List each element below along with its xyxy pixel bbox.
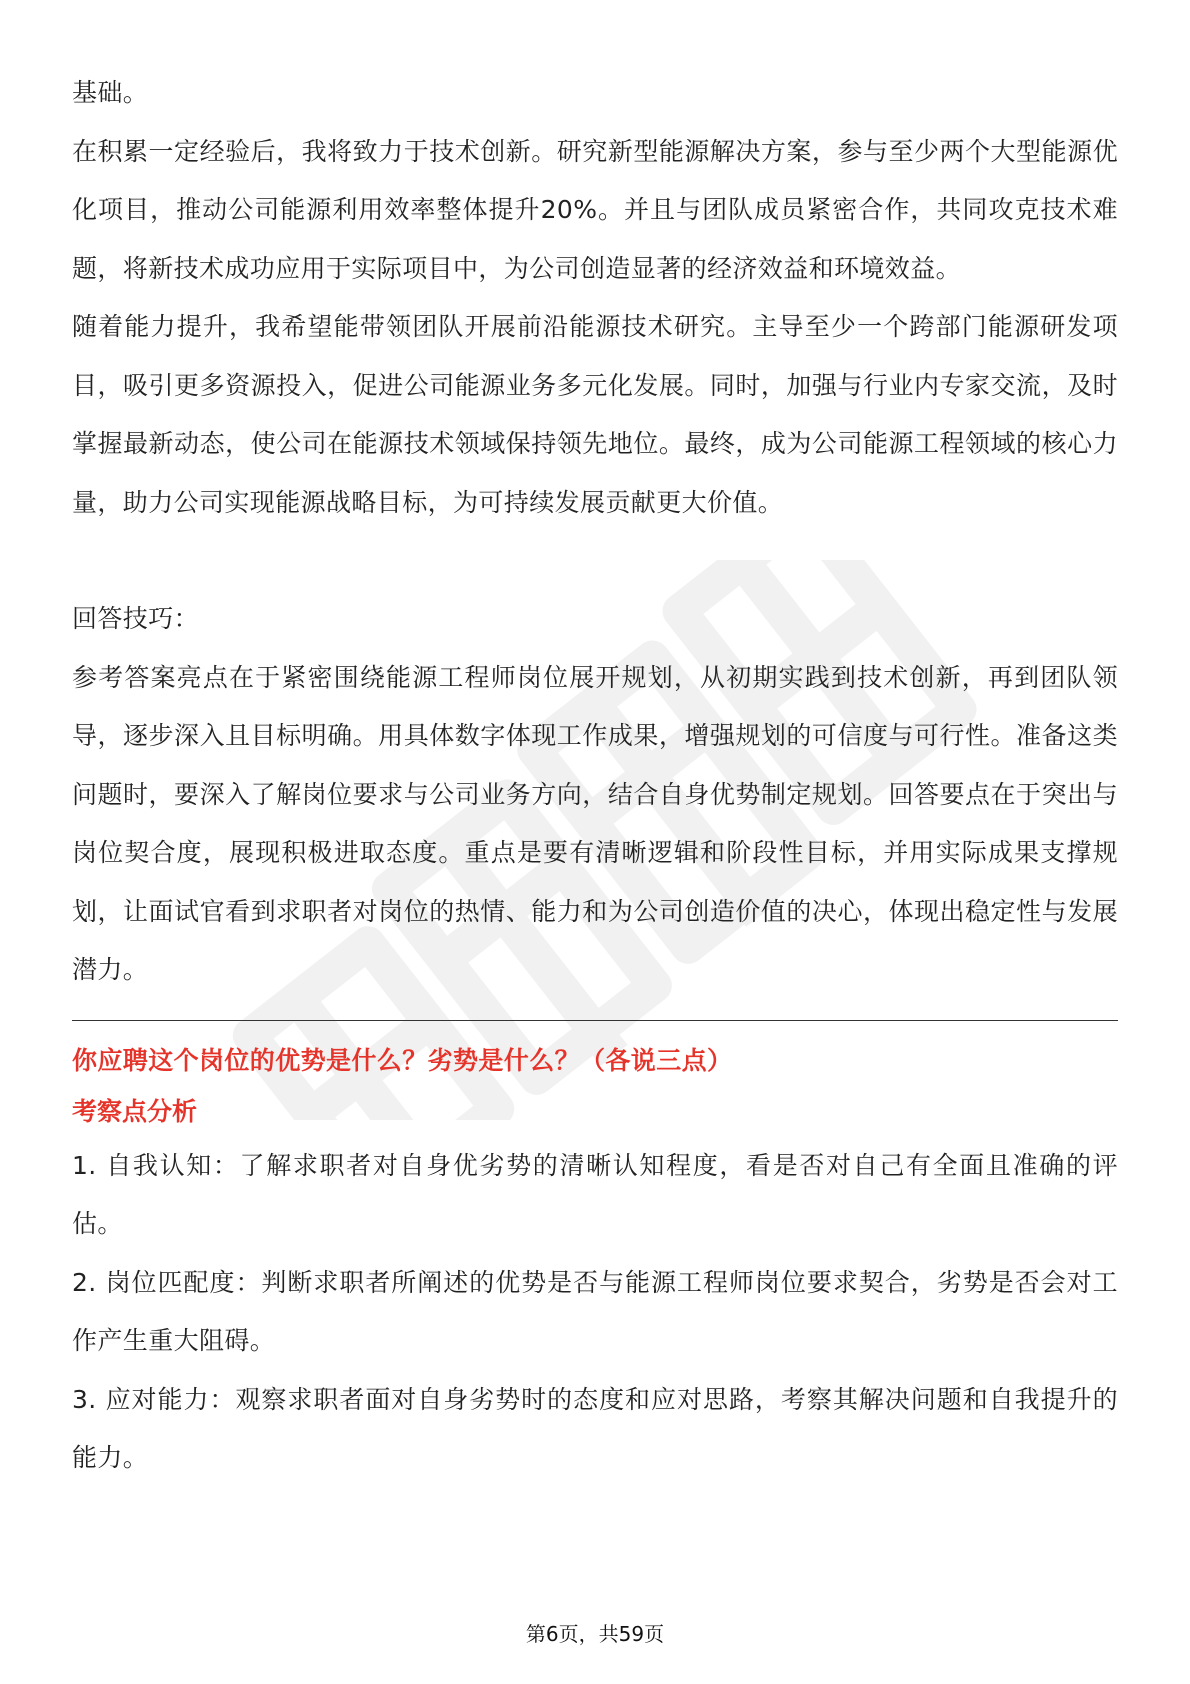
body-paragraph-1: 基础。 (72, 78, 149, 107)
analysis-heading: 考察点分析 (72, 1096, 198, 1126)
body-paragraph-3: 随着能力提升，我希望能带领团队开展前沿能源技术研究。主导至少一个跨部门能源研发项目，吸引更多资源投入，促进公司能源业务多元化发展。同时，加强与行业内专家交流，及时掌握最新动态，使公司在能源技术领域保持领先地位。最终，成为公司能源工程领域的核心力量，助力公司实现能源战略目标，为可持续发展贡献更大价值。 (72, 312, 1118, 517)
analysis-point-3: 3. 应对能力：观察求职者面对自身劣势时的态度和应对思路，考察其解决问题和自我提升的能力。 (72, 1384, 1118, 1472)
body-paragraph-2: 在积累一定经验后，我将致力于技术创新。研究新型能源解决方案，参与至少两个大型能源优化项目，推动公司能源利用效率整体提升20%。并且与团队成员紧密合作，共同攻克技术难题，将新技术成功应用于实际项目中，为公司创造显著的经济效益和环境效益。 (72, 136, 1118, 283)
tips-text: 参考答案亮点在于紧密围绕能源工程师岗位展开规划，从初期实践到技术创新，再到团队领导，逐步深入且目标明确。用具体数字体现工作成果，增强规划的可信度与可行性。准备这类问题时，要深入了解岗位要求与公司业务方向，结合自身优势制定规划。回答要点在于突出与岗位契合度，展现积极进取态度。重点是要有清晰逻辑和阶段性目标，并用实际成果支撑规划，让面试官看到求职者对岗位的热情、能力和为公司创造价值的决心，体现出稳定性与发展潜力。 (72, 662, 1118, 984)
analysis-point-1: 1. 自我认知：了解求职者对自身优劣势的清晰认知程度，看是否对自己有全面且准确的评估。 (72, 1150, 1118, 1238)
tips-label: 回答技巧： (72, 604, 200, 633)
document-page (72, 64, 1118, 1488)
section-divider (72, 1020, 1118, 1021)
question-title: 你应聘这个岗位的优势是什么？劣势是什么？（各说三点） (72, 1045, 733, 1075)
spacer (72, 532, 1118, 590)
page-number: 第6页，共59页 (525, 1622, 665, 1646)
analysis-point-2: 2. 岗位匹配度：判断求职者所阐述的优势是否与能源工程师岗位要求契合，劣势是否会对工作产生重大阻碍。 (72, 1267, 1118, 1355)
